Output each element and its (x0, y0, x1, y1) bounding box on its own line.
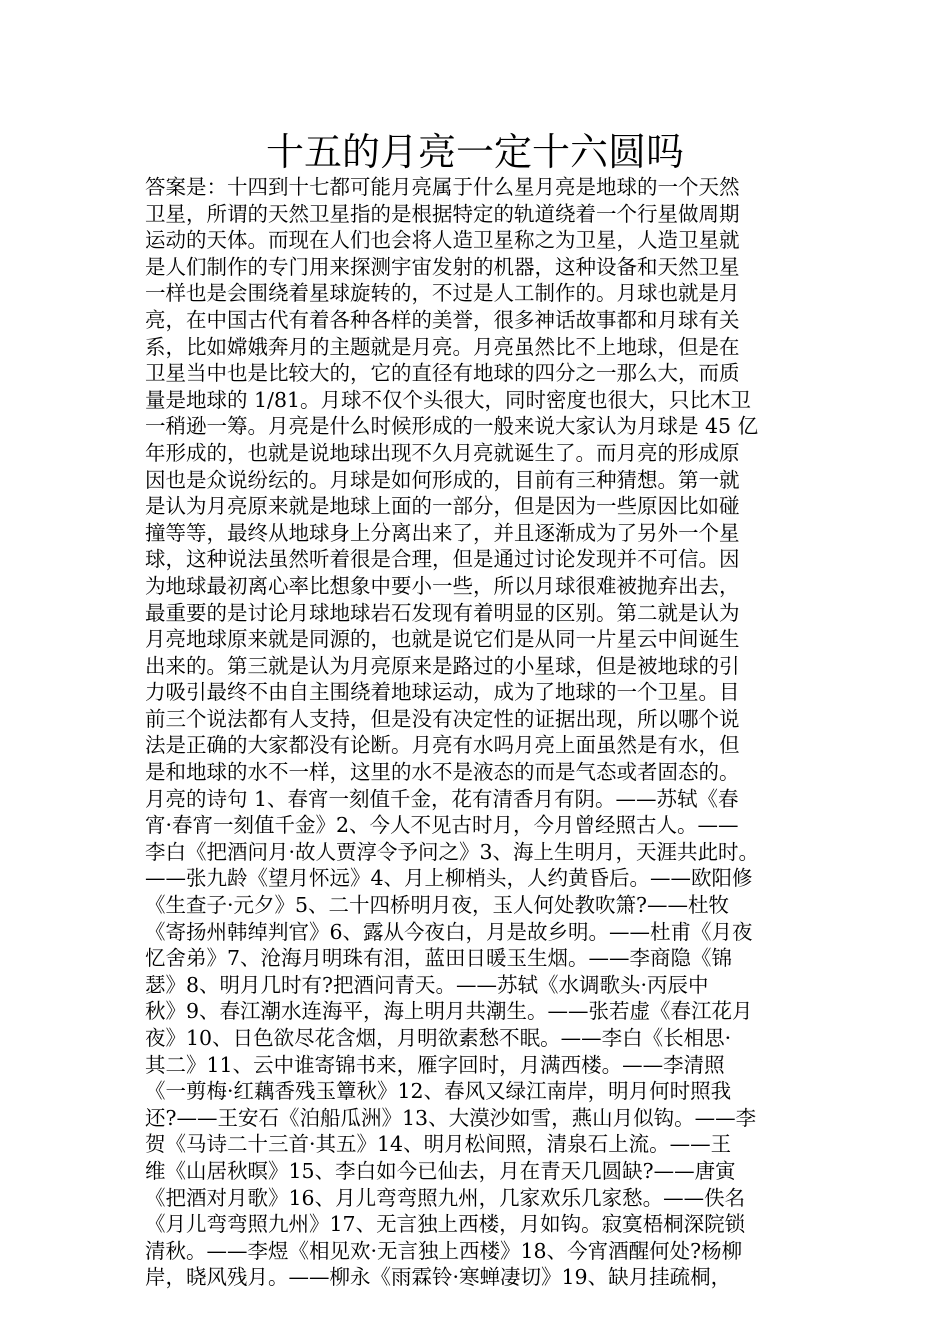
body-line: 年形成的，也就是说地球出现不久月亮就诞生了。而月亮的形成原 (145, 440, 740, 465)
body-line: 岸，晓风残月。——柳永《雨霖铃·寒蝉凄切》19、缺月挂疏桐， (145, 1265, 732, 1290)
body-line: 答案是：十四到十七都可能月亮属于什么星月亮是地球的一个天然 (145, 175, 740, 199)
body-line: 因也是众说纷纭的。月球是如何形成的，目前有三种猜想。第一就 (145, 467, 740, 492)
body-line: 其二》11、云中谁寄锦书来，雁字回时，月满西楼。——李清照 (145, 1052, 725, 1077)
body-line: 是和地球的水不一样，这里的水不是液态的而是气态或者固态的。 (145, 760, 740, 785)
body-line: 还?——王安石《泊船瓜洲》13、大漠沙如雪，燕山月似钩。——李 (145, 1105, 757, 1130)
body-line: ——张九龄《望月怀远》4、月上柳梢头，人约黄昏后。——欧阳修 (145, 866, 753, 891)
body-line: 宵·春宵一刻值千金》2、今人不见古时月，今月曾经照古人。—— (145, 813, 739, 838)
body-line: 《寄扬州韩绰判官》6、露从今夜白，月是故乡明。——杜甫《月夜 (145, 919, 753, 944)
body-line: 系，比如嫦娥奔月的主题就是月亮。月亮虽然比不上地球，但是在 (145, 334, 740, 359)
body-line: 卫星当中也是比较大的，它的直径有地球的四分之一那么大，而质 (145, 361, 740, 386)
body-line: 《月儿弯弯照九州》17、无言独上西楼，月如钩。寂寞梧桐深院锁 (145, 1212, 746, 1237)
body-line: 前三个说法都有人支持，但是没有决定性的证据出现，所以哪个说 (145, 706, 740, 731)
body-line: 是人们制作的专门用来探测宇宙发射的机器，这种设备和天然卫星 (145, 254, 740, 279)
body-line: 《一剪梅·红藕香残玉簟秋》12、春风又绿江南岸，明月何时照我 (145, 1079, 732, 1104)
body-line: 一稍逊一筹。月亮是什么时候形成的一般来说大家认为月球是 45 亿 (145, 414, 759, 439)
body-line: 卫星，所谓的天然卫星指的是根据特定的轨道绕着一个行星做周期 (145, 201, 740, 226)
body-line: 一样也是会围绕着星球旋转的，不过是人工制作的。月球也就是月 (145, 281, 740, 306)
body-line: 李白《把酒问月·故人贾淳令予问之》3、海上生明月，天涯共此时。 (145, 839, 760, 864)
body-line: 月亮地球原来就是同源的，也就是说它们是从同一片星云中间诞生 (145, 627, 740, 652)
body-line: 法是正确的大家都没有论断。月亮有水吗月亮上面虽然是有水，但 (145, 733, 740, 758)
body-line: 月亮的诗句 1、春宵一刻值千金，花有清香月有阴。——苏轼《春 (145, 786, 739, 811)
body-line: 忆舍弟》7、沧海月明珠有泪，蓝田日暖玉生烟。——李商隐《锦 (145, 946, 733, 971)
body-line: 力吸引最终不由自主围绕着地球运动，成为了地球的一个卫星。目 (145, 680, 740, 705)
body-line: 出来的。第三就是认为月亮原来是路过的小星球，但是被地球的引 (145, 653, 740, 678)
body-line: 清秋。——李煜《相见欢·无言独上西楼》18、今宵酒醒何处?杨柳 (145, 1238, 743, 1263)
document-body (145, 174, 815, 1291)
body-line: 亮，在中国古代有着各种各样的美誉，很多神话故事都和月球有关 (145, 307, 740, 332)
body-line: 最重要的是讨论月球地球岩石发现有着明显的区别。第二就是认为 (145, 600, 740, 625)
body-line: 《把酒对月歌》16、月儿弯弯照九州，几家欢乐几家愁。——佚名 (145, 1185, 746, 1210)
document-title: 十五的月亮一定十六圆吗 (265, 130, 684, 174)
body-line: 《生查子·元夕》5、二十四桥明月夜，玉人何处教吹箫?——杜牧 (145, 893, 730, 918)
body-line: 秋》9、春江潮水连海平，海上明月共潮生。——张若虚《春江花月 (145, 999, 753, 1024)
body-line: 撞等等，最终从地球身上分离出来了，并且逐渐成为了另外一个星 (145, 520, 740, 545)
body-line: 运动的天体。而现在人们也会将人造卫星称之为卫星，人造卫星就 (145, 228, 740, 253)
body-line: 贺《马诗二十三首·其五》14、明月松间照，清泉石上流。——王 (145, 1132, 732, 1157)
body-line: 量是地球的 1/81。月球不仅个头很大，同时密度也很大，只比木卫 (145, 387, 752, 412)
body-line: 维《山居秋暝》15、李白如今已仙去，月在青天几圆缺?——唐寅 (145, 1158, 736, 1183)
body-line: 为地球最初离心率比想象中要小一些，所以月球很难被抛弃出去， (145, 573, 740, 598)
body-line: 是认为月亮原来就是地球上面的一部分，但是因为一些原因比如碰 (145, 494, 740, 519)
body-line: 夜》10、日色欲尽花含烟，月明欲素愁不眠。——李白《长相思· (145, 1026, 732, 1050)
body-line: 球，这种说法虽然听着很是合理，但是通过讨论发现并不可信。因 (145, 547, 740, 572)
body-line: 瑟》8、明月几时有?把酒问青天。——苏轼《水调歌头·丙辰中 (145, 972, 709, 997)
